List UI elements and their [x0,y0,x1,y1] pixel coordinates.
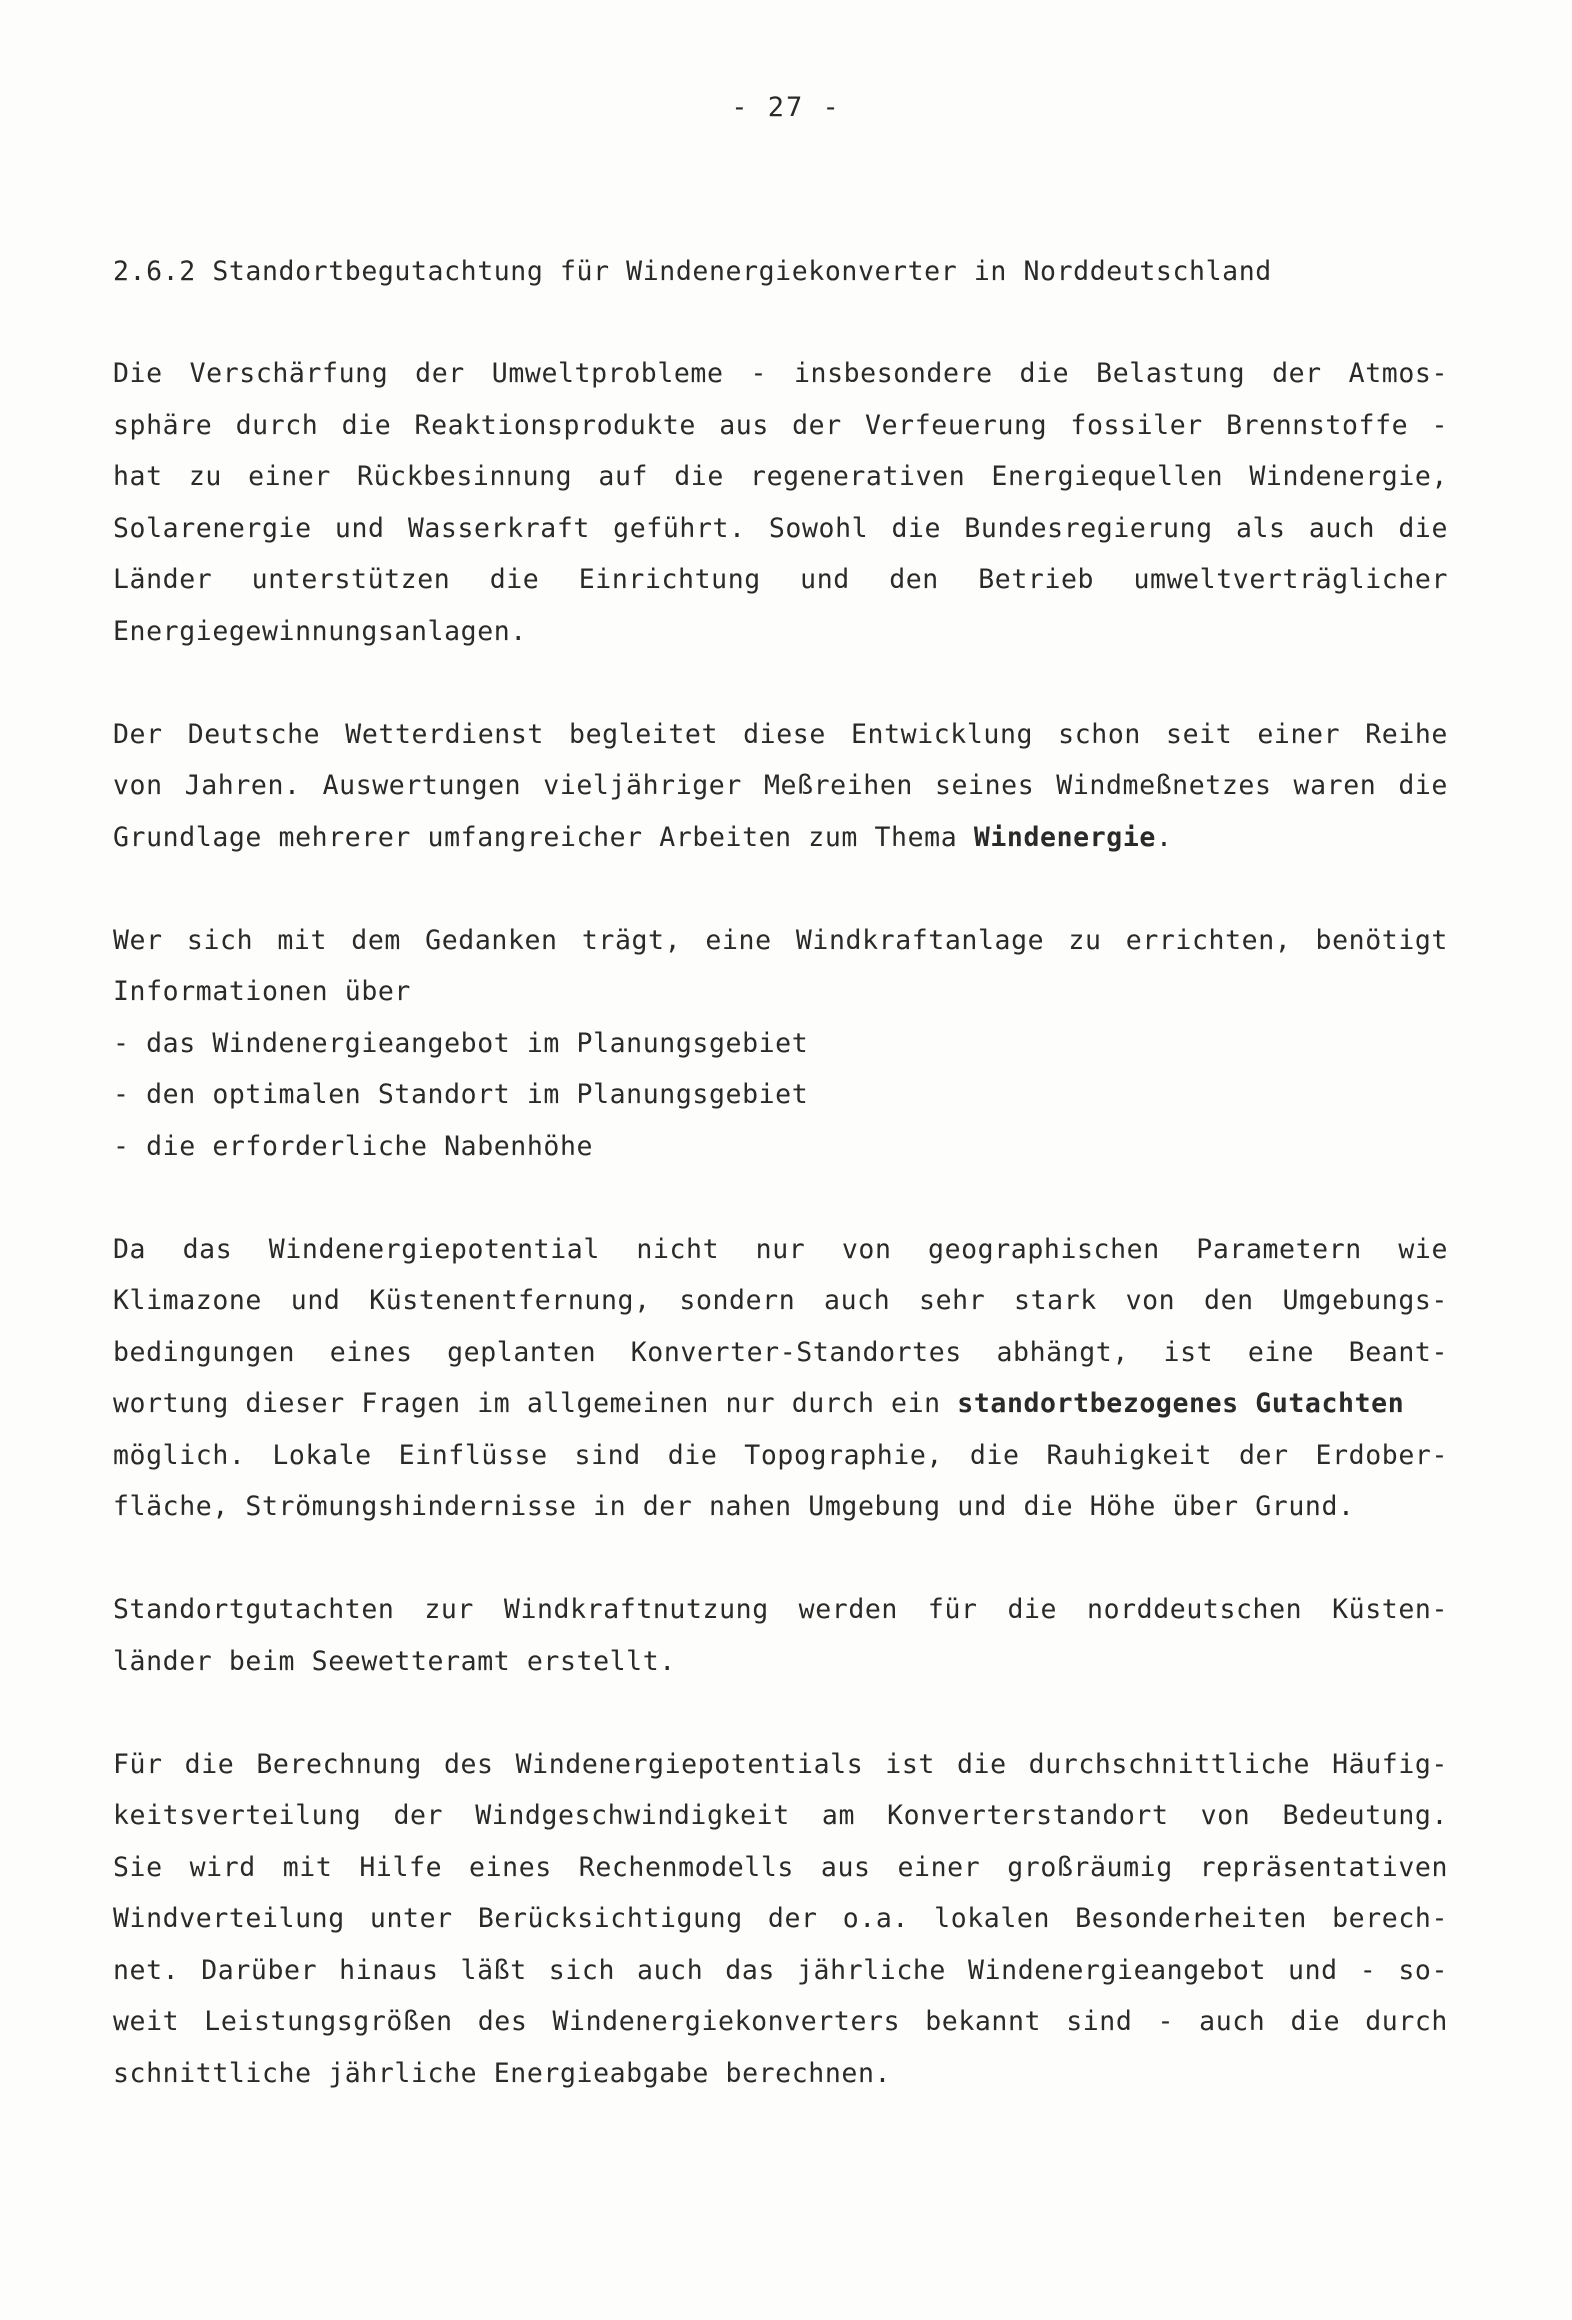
text-line: Wer sich mit dem Gedanken trägt, eine Windkraftanlage zu errichten, benötigt [113,924,1448,956]
list-item: - den optimalen Standort im Planungsgebiet [113,1079,809,1110]
paragraph-potential [113,1224,1448,1533]
section-heading: 2.6.2 Standortbegutachtung für Windenergiekonverter in Norddeutschland [113,256,1272,287]
bold-term-windenergie: Windenergie [973,821,1156,853]
bold-term-gutachten: standortbezogenes Gutachten [957,1388,1405,1419]
text-line: möglich. Lokale Einflüsse sind die Topographie, die Rauhigkeit der Erdober- [113,1439,1448,1471]
text-line: Länder unterstützen die Einrichtung und den Betrieb umweltverträglicher [113,564,1448,595]
text-line: von Jahren. Auswertungen vieljähriger Meßreihen seines Windmeßnetzes waren die [113,770,1448,801]
text-line: Standortgutachten zur Windkraftnutzung werden für die norddeutschen Küsten- [113,1594,1448,1625]
text-line: länder beim Seewetteramt erstellt. [113,1645,676,1677]
requirements-list [113,1018,1448,1173]
text-line: schnittliche jährliche Energieabgabe berechnen. [113,2057,892,2089]
page-number: - 27 - [731,92,841,123]
text-line: Klimazone und Küstenentfernung, sondern auch sehr stark von den Umgebungs- [113,1285,1448,1316]
text-line: Windverteilung unter Berücksichtigung der o.a. lokalen Besonderheiten berech- [113,1903,1448,1934]
text-line: Informationen über [113,976,411,1007]
text-line: weit Leistungsgrößen des Windenergiekonverters bekannt sind - auch die durch [113,2006,1448,2037]
paragraph-environment [113,348,1448,657]
text-line: fläche, Strömungshindernisse in der nahen Umgebung und die Höhe über Grund. [113,1491,1355,1522]
paragraph-calculation [113,1739,1448,2100]
list-item: - die erforderliche Nabenhöhe [113,1130,594,1162]
text-line: Energiegewinnungsanlagen. [113,615,527,647]
text-line: Der Deutsche Wetterdienst begleitet diese Entwicklung schon seit einer Reihe [113,718,1448,750]
text-line: hat zu einer Rückbesinnung auf die regenerativen Energiequellen Windenergie, [113,461,1448,492]
text-segment: Grundlage mehrerer umfangreicher Arbeiten zum Thema [113,821,974,853]
text-line [113,812,1448,864]
list-item: - das Windenergieangebot im Planungsgebiet [113,1027,809,1059]
text-line: keitsverteilung der Windgeschwindigkeit am Konverterstandort von Bedeutung. [113,1800,1448,1831]
text-line: bedingungen eines geplanten Konverter-Standortes abhängt, ist eine Beant- [113,1336,1448,1368]
text-line: Solarenergie und Wasserkraft geführt. Sowohl die Bundesregierung als auch die [113,512,1448,544]
paragraph-information-needs [113,915,1448,1173]
text-segment: wortung dieser Fragen im allgemeinen nur durch ein [113,1388,958,1419]
text-line: Da das Windenergiepotential nicht nur von geographischen Parametern wie [113,1233,1448,1265]
page-content [113,246,1448,2151]
text-line: Für die Berechnung des Windenergiepotentials ist die durchschnittliche Häufig- [113,1748,1448,1780]
paragraph-wetterdienst [113,709,1448,864]
text-line: Sie wird mit Hilfe eines Rechenmodells aus einer großräumig repräsentativen [113,1851,1448,1883]
paragraph-seewetteramt [113,1584,1448,1687]
text-segment: . [1155,821,1173,853]
text-line [113,1378,1448,1430]
text-line: net. Darüber hinaus läßt sich auch das jährliche Windenergieangebot und - so- [113,1954,1448,1986]
text-line: sphäre durch die Reaktionsprodukte aus der Verfeuerung fossiler Brennstoffe - [113,409,1448,441]
text-line: Die Verschärfung der Umweltprobleme - insbesondere die Belastung der Atmos- [113,358,1448,389]
